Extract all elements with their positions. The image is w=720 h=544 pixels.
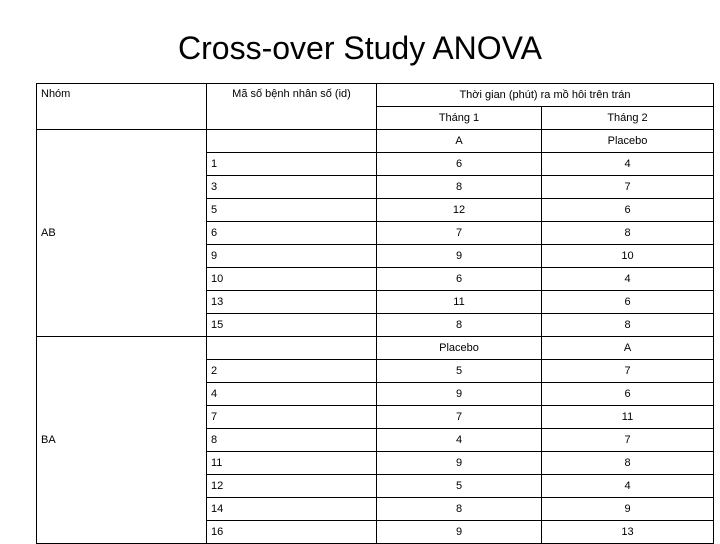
month2-value: 7: [542, 176, 714, 199]
patient-id-cell: 15: [207, 314, 377, 337]
group-id-blank: [207, 130, 377, 153]
month2-value: 8: [542, 314, 714, 337]
patient-id-cell: 9: [207, 245, 377, 268]
patient-id-cell: 3: [207, 176, 377, 199]
group-header-row: [37, 337, 714, 360]
header-month2: Tháng 2: [542, 107, 714, 130]
month1-value: 7: [377, 406, 542, 429]
month1-value: 8: [377, 314, 542, 337]
month2-value: 4: [542, 268, 714, 291]
header-time: Thời gian (phút) ra mồ hôi trên trán: [377, 84, 714, 107]
month2-value: 6: [542, 291, 714, 314]
month2-value: 8: [542, 222, 714, 245]
month1-value: 9: [377, 452, 542, 475]
patient-id-cell: 2: [207, 360, 377, 383]
month1-value: 8: [377, 498, 542, 521]
header-row: [37, 84, 714, 107]
page-title: Cross-over Study ANOVA: [178, 30, 542, 66]
patient-id-cell: 6: [207, 222, 377, 245]
month1-value: 5: [377, 360, 542, 383]
month2-value: 13: [542, 521, 714, 544]
patient-id-cell: 5: [207, 199, 377, 222]
month1-value: 5: [377, 475, 542, 498]
month2-value: 8: [542, 452, 714, 475]
patient-id-cell: 16: [207, 521, 377, 544]
group-id-blank: [207, 337, 377, 360]
month1-value: 9: [377, 245, 542, 268]
treatment-month2: Placebo: [542, 130, 714, 153]
month2-value: 6: [542, 199, 714, 222]
month2-value: 6: [542, 383, 714, 406]
month2-value: 9: [542, 498, 714, 521]
group-header-row: [37, 130, 714, 153]
month1-value: 9: [377, 521, 542, 544]
month1-value: 7: [377, 222, 542, 245]
group-label: BA: [37, 337, 207, 544]
month2-value: 4: [542, 475, 714, 498]
month2-value: 11: [542, 406, 714, 429]
patient-id-cell: 12: [207, 475, 377, 498]
patient-id-cell: 4: [207, 383, 377, 406]
header-group: Nhóm: [37, 84, 207, 130]
header-month1: Tháng 1: [377, 107, 542, 130]
group-label: AB: [37, 130, 207, 337]
header-patient-id: Mã số bệnh nhân số (id): [207, 84, 377, 130]
patient-id-cell: 7: [207, 406, 377, 429]
patient-id-cell: 1: [207, 153, 377, 176]
month1-value: 11: [377, 291, 542, 314]
month2-value: 10: [542, 245, 714, 268]
month1-value: 9: [377, 383, 542, 406]
treatment-month2: A: [542, 337, 714, 360]
patient-id-cell: 11: [207, 452, 377, 475]
month1-value: 4: [377, 429, 542, 452]
data-table: [36, 83, 714, 544]
month1-value: 8: [377, 176, 542, 199]
patient-id-cell: 10: [207, 268, 377, 291]
patient-id-cell: 8: [207, 429, 377, 452]
treatment-month1: A: [377, 130, 542, 153]
patient-id-cell: 14: [207, 498, 377, 521]
month1-value: 12: [377, 199, 542, 222]
patient-id-cell: 13: [207, 291, 377, 314]
treatment-month1: Placebo: [377, 337, 542, 360]
month1-value: 6: [377, 153, 542, 176]
month2-value: 7: [542, 429, 714, 452]
month2-value: 7: [542, 360, 714, 383]
month1-value: 6: [377, 268, 542, 291]
month2-value: 4: [542, 153, 714, 176]
